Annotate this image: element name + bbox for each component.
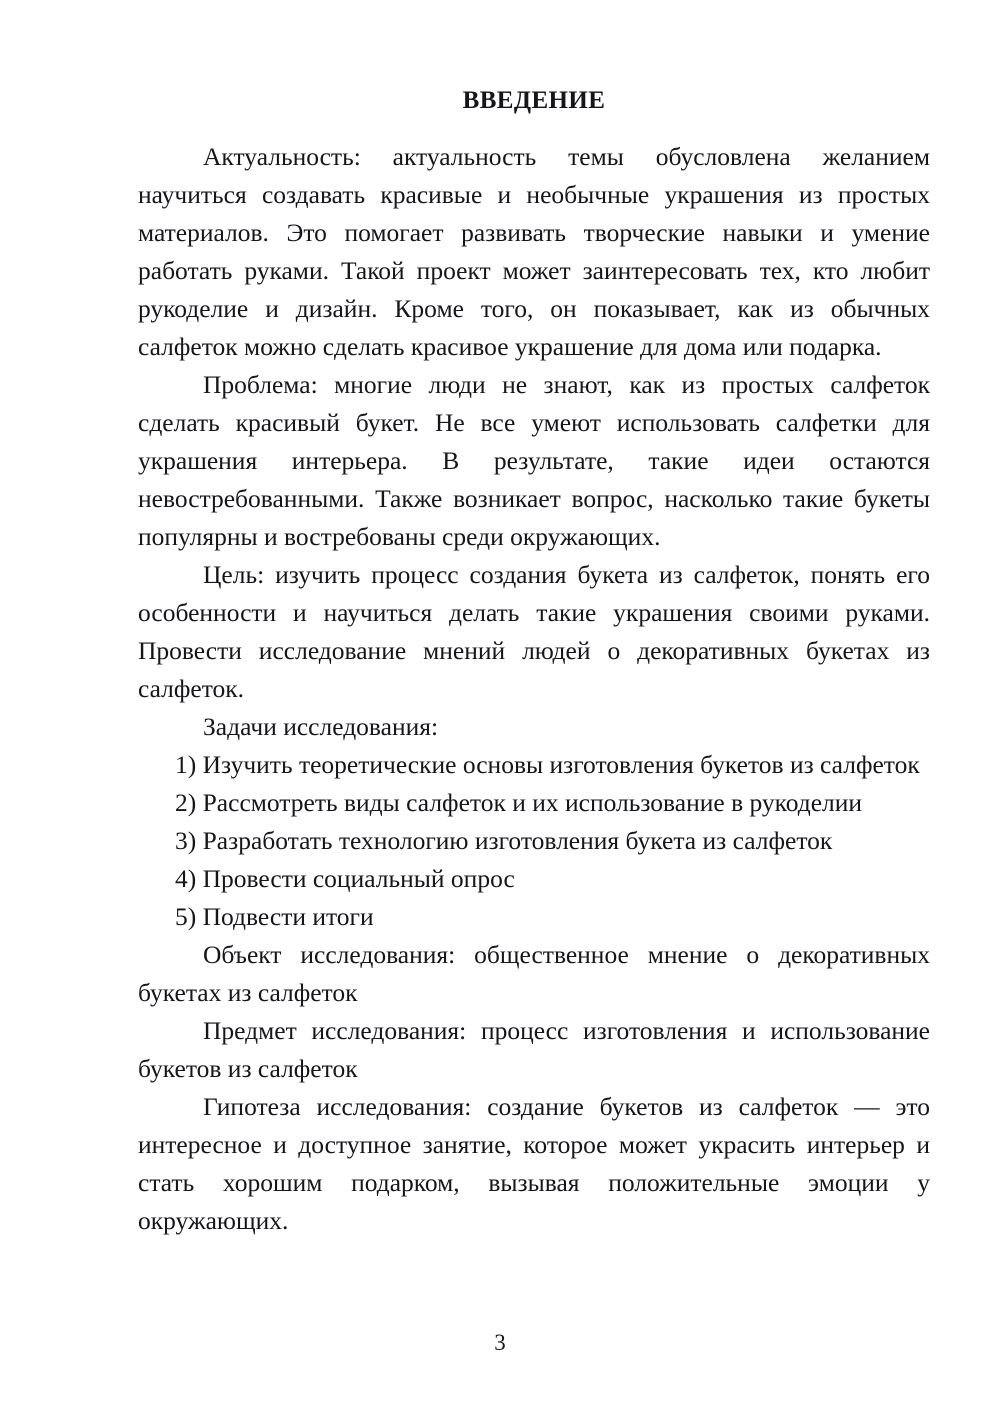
list-item [138, 822, 930, 860]
list-item-marker: 1) [175, 750, 203, 779]
paragraph-goal: Цель: изучить процесс создания букета из салфеток, понять его особенности и научиться делать такие украшения своими руками. Провести исследование мнений людей о декоративных букетах из салфеток. [138, 560, 930, 703]
list-item-marker: 5) [175, 902, 203, 931]
paragraph-object: Объект исследования: общественное мнение о декоративных букетах из салфеток [138, 940, 930, 1007]
page-number: 3 [494, 1330, 506, 1355]
paragraph-subject: Предмет исследования: процесс изготовления и использование букетов из салфеток [138, 1016, 930, 1083]
tasks-list [138, 746, 930, 936]
document-body [138, 86, 930, 1240]
paragraph-relevance: Актуальность: актуальность темы обусловлена желанием научиться создавать красивые и необычные украшения из простых материалов. Это помогает развивать творческие навыки и умение работать руками. Такой проект может заинтересовать тех, кто любит рукоделие и дизайн. Кроме того, он показывает, как из обычных салфеток можно сделать красивое украшение для дома или подарка. [138, 142, 930, 361]
list-item-marker: 2) [175, 788, 203, 817]
list-item [138, 898, 930, 936]
list-item-label: Изучить теоретические основы изготовления букетов из салфеток [202, 750, 920, 779]
paragraph-problem: Проблема: многие люди не знают, как из простых салфеток сделать красивый букет. Не все умеют использовать салфетки для украшения интерьера. В результате, такие идеи остаются невостребованными. Также возникает вопрос, насколько такие букеты популярны и востребованы среди окружающих. [138, 370, 930, 551]
list-item-label: Подвести итоги [202, 902, 374, 931]
list-item [138, 746, 930, 784]
tasks-heading: Задачи исследования: [203, 712, 439, 741]
list-item-label: Провести социальный опрос [202, 864, 515, 893]
page-title: ВВЕДЕНИЕ [462, 87, 606, 114]
list-item-marker: 3) [175, 826, 203, 855]
list-item-label: Рассмотреть виды салфеток и их использование в рукоделии [202, 788, 863, 817]
paragraph-hypothesis: Гипотеза исследования: создание букетов из салфеток — это интересное и доступное занятие, которое может украсить интерьер и стать хорошим подарком, вызывая положительные эмоции у окружающих. [138, 1092, 930, 1235]
list-item-label: Разработать технологию изготовления букета из салфеток [202, 826, 833, 855]
list-item-marker: 4) [175, 864, 203, 893]
list-item [138, 860, 930, 898]
list-item [138, 784, 930, 822]
